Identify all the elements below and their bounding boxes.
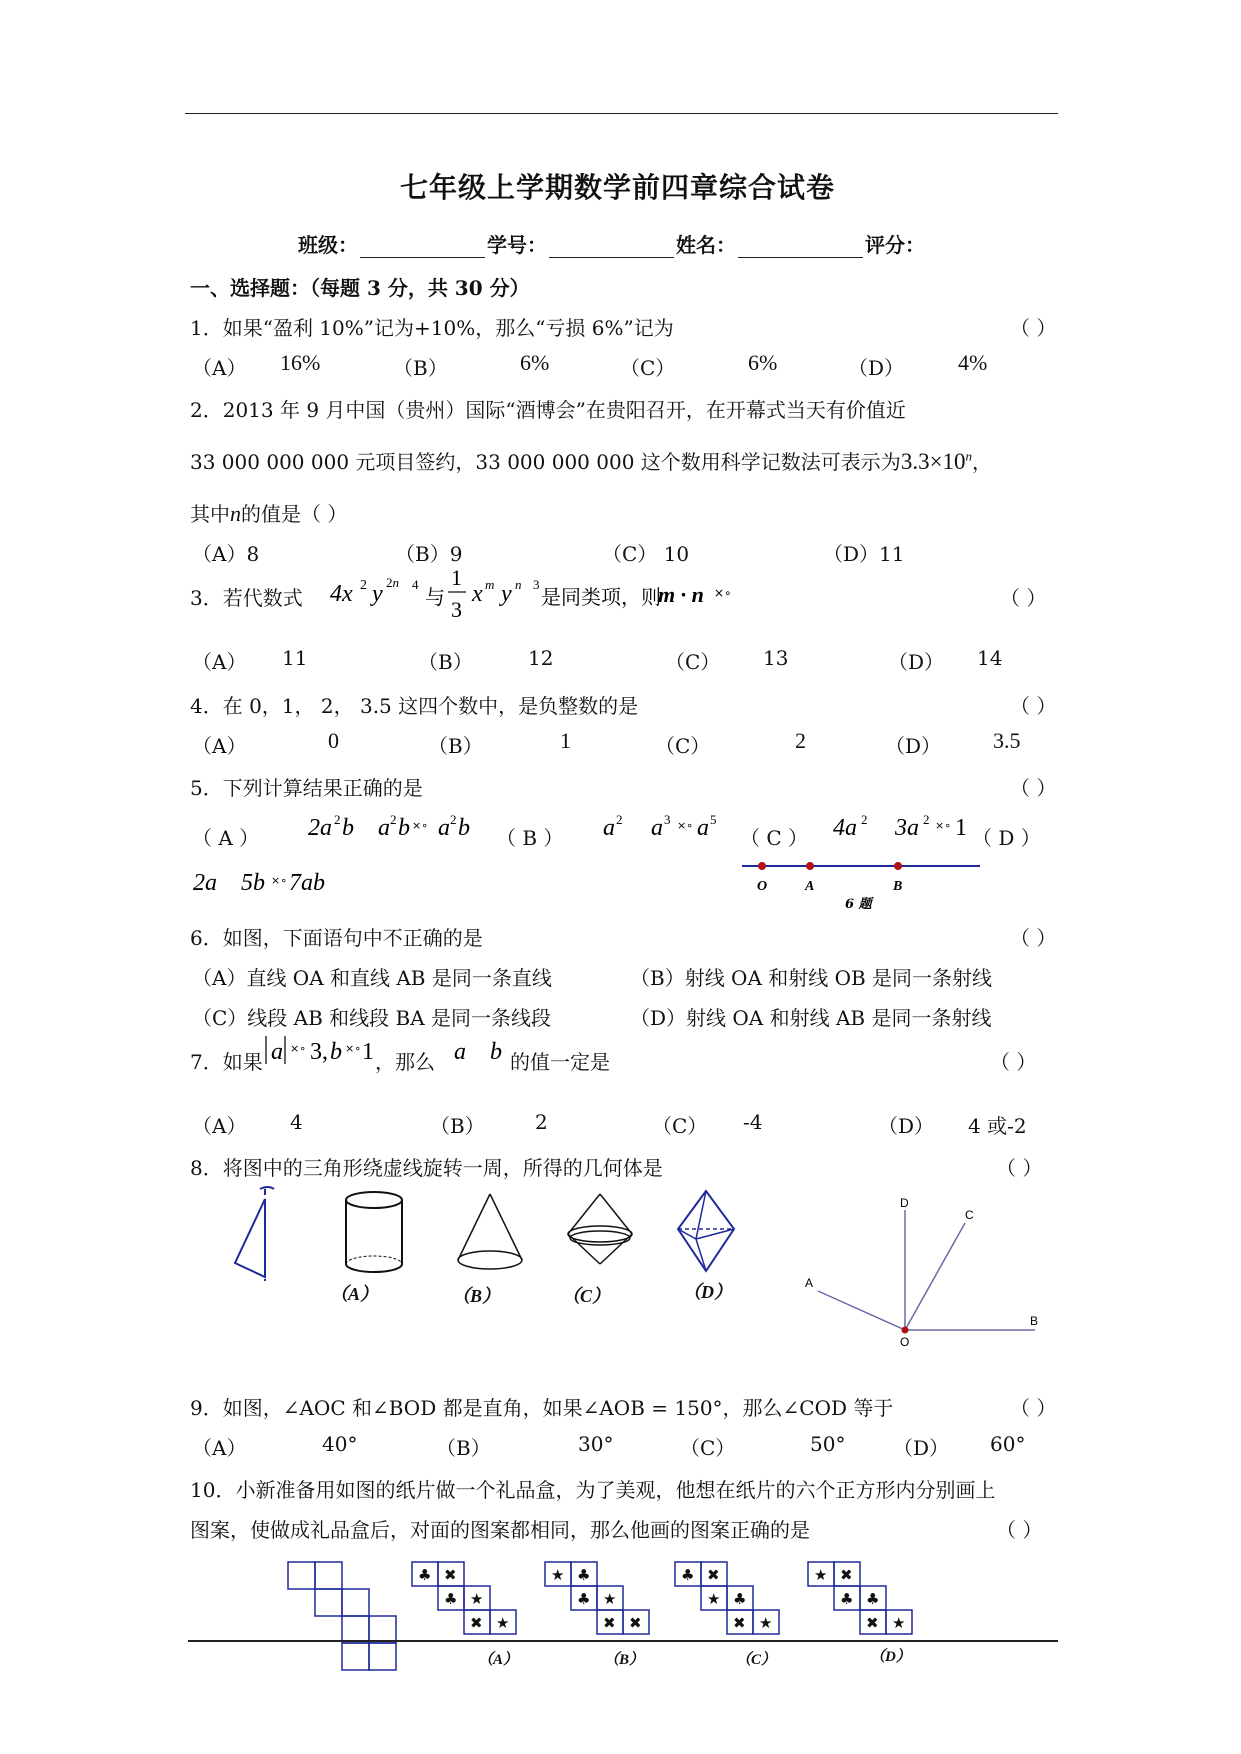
figure-8-label-d: （D） xyxy=(683,1282,732,1302)
question-6-answer-paren[interactable]: （ ） xyxy=(1010,926,1057,950)
question-3-option-b-value: 12 xyxy=(528,646,554,670)
question-7-answer-paren[interactable]: （ ） xyxy=(990,1050,1037,1074)
svg-text:4x: 4x xyxy=(330,581,353,607)
question-6-option-c[interactable]: （C）线段 AB 和线段 BA 是同一条线段 xyxy=(192,1006,552,1030)
svg-text:2: 2 xyxy=(923,812,930,827)
class-field[interactable] xyxy=(360,239,485,258)
question-9-option-c-value: 50° xyxy=(810,1432,846,1456)
question-9-answer-paren[interactable]: （ ） xyxy=(1010,1396,1057,1420)
svg-text:★: ★ xyxy=(470,1590,484,1608)
svg-text:2: 2 xyxy=(861,812,868,827)
svg-text:a: a xyxy=(651,815,663,841)
question-5-option-c-label[interactable]: （ C ） xyxy=(740,826,809,850)
svg-text:✖: ✖ xyxy=(707,1566,720,1584)
point-o xyxy=(758,862,766,870)
svg-text:♣: ♣ xyxy=(681,1566,695,1584)
svg-text:×∘: ×∘ xyxy=(412,819,429,832)
svg-text:1: 1 xyxy=(451,565,462,590)
question-4-text: 4．在 0，1， 2， 3.5 这四个数中，是负整数的是 xyxy=(190,694,639,718)
svg-text:6 题: 6 题 xyxy=(845,897,872,912)
question-2-line-3: 其中n的值是（ ） xyxy=(190,501,348,526)
svg-text:B: B xyxy=(893,879,903,894)
svg-text:2: 2 xyxy=(334,812,341,827)
page-title: 七年级上学期数学前四章综合试卷 xyxy=(400,171,836,204)
svg-text:y: y xyxy=(501,581,512,607)
svg-text:2: 2 xyxy=(450,812,457,827)
question-1-option-a[interactable]: （A） xyxy=(192,356,247,380)
question-3-text: 3．若代数式 xyxy=(190,586,303,610)
question-2-option-a[interactable]: （A）8 xyxy=(192,542,260,566)
question-5-option-c-formula xyxy=(825,805,985,845)
figure-10-option-a-net xyxy=(412,1562,532,1652)
figure-10-label-c: （C） xyxy=(736,1652,777,1668)
question-1-option-b[interactable]: （B） xyxy=(393,356,448,380)
svg-text:是同类项，则: 是同类项，则 xyxy=(541,585,661,609)
svg-text:✖: ✖ xyxy=(733,1614,746,1632)
svg-text:a: a xyxy=(378,815,390,841)
svg-text:a: a xyxy=(271,1039,283,1065)
svg-text:2n: 2n xyxy=(386,575,399,590)
question-1-option-b-value: 6% xyxy=(520,350,550,375)
figure-8-option-d-bipyramid xyxy=(670,1185,740,1285)
sci-notation-expr: $3.3\times 10^n$ xyxy=(900,448,973,474)
svg-text:3a: 3a xyxy=(895,815,919,841)
question-3-option-a-value: 11 xyxy=(282,646,308,670)
point-b xyxy=(894,862,902,870)
svg-text:✖: ✖ xyxy=(470,1614,483,1632)
question-5-answer-paren[interactable]: （ ） xyxy=(1010,776,1057,800)
figure-8-label-a: （A） xyxy=(330,1284,379,1304)
question-6-text: 6．如图，下面语句中不正确的是 xyxy=(190,926,483,950)
question-3-option-d[interactable]: （D） xyxy=(888,650,945,674)
point-a xyxy=(806,862,814,870)
question-5-option-a-formula xyxy=(300,805,500,845)
svg-text:★: ★ xyxy=(551,1566,565,1584)
svg-text:m: m xyxy=(485,577,495,592)
score-label: 评分： xyxy=(865,233,925,257)
header-rule xyxy=(185,113,1058,114)
question-7-option-a-value: 4 xyxy=(290,1110,303,1134)
figure-10-option-d-net xyxy=(808,1562,928,1652)
svg-text:★: ★ xyxy=(707,1590,721,1608)
svg-text:4a: 4a xyxy=(833,815,857,841)
svg-text:✖: ✖ xyxy=(444,1566,457,1584)
svg-text:a: a xyxy=(697,815,709,841)
svg-text:x: x xyxy=(472,581,483,607)
svg-text:b: b xyxy=(398,815,410,841)
svg-text:♣: ♣ xyxy=(444,1590,458,1608)
question-7-text-b: ，那么 xyxy=(375,1050,435,1074)
question-7-option-d[interactable]: （D） xyxy=(878,1114,935,1138)
figure-9-angles xyxy=(800,1195,1050,1355)
question-9-option-b-value: 30° xyxy=(578,1432,614,1456)
question-9-text: 9．如图，∠AOC 和∠BOD 都是直角，如果∠AOB = 150°，那么∠COD 等于 xyxy=(190,1396,894,1420)
svg-text:3,: 3, xyxy=(310,1039,328,1065)
question-8-answer-paren[interactable]: （ ） xyxy=(996,1156,1043,1180)
question-2-option-c[interactable]: （C） 10 xyxy=(602,542,690,566)
svg-text:×∘: ×∘ xyxy=(677,819,694,832)
question-2-option-d[interactable]: （D）11 xyxy=(823,542,905,566)
figure-8-option-a-cylinder xyxy=(340,1190,410,1280)
svg-text:★: ★ xyxy=(603,1590,617,1608)
question-5-option-d-formula xyxy=(185,860,365,900)
svg-text:A: A xyxy=(805,879,815,894)
point-o xyxy=(902,1327,909,1334)
svg-text:2: 2 xyxy=(390,812,397,827)
question-5-option-a-label[interactable]: （ A ） xyxy=(192,826,260,850)
svg-text:♣: ♣ xyxy=(840,1590,854,1608)
figure-8-option-b-cone xyxy=(450,1190,530,1280)
question-9-option-a[interactable]: （A） xyxy=(192,1436,247,1460)
question-1-text: 1．如果“盈利 10%”记为+10%，那么“亏损 6%”记为 xyxy=(190,316,674,340)
figure-8-triangle xyxy=(225,1185,285,1285)
question-5-text: 5．下列计算结果正确的是 xyxy=(190,776,423,800)
question-4-answer-paren[interactable]: （ ） xyxy=(1010,694,1057,718)
question-4-option-b-value: 1 xyxy=(560,728,571,753)
question-7-option-d-value: 4 或-2 xyxy=(968,1114,1027,1138)
question-9-option-c[interactable]: （C） xyxy=(680,1436,736,1460)
figure-10-label-d: （D） xyxy=(870,1649,911,1665)
question-7-text-c: 的值一定是 xyxy=(510,1050,610,1074)
svg-text:3: 3 xyxy=(451,597,462,622)
question-5-option-b-label[interactable]: （ B ） xyxy=(496,826,564,850)
svg-text:♣: ♣ xyxy=(418,1566,432,1584)
svg-text:×∘: ×∘ xyxy=(935,819,952,832)
svg-text:b: b xyxy=(342,815,354,841)
svg-text:a: a xyxy=(438,815,450,841)
question-3-option-b[interactable]: （B） xyxy=(418,650,473,674)
svg-text:1: 1 xyxy=(362,1039,374,1065)
question-4-option-d-value: 3.5 xyxy=(993,728,1021,753)
svg-text:×∘: ×∘ xyxy=(345,1042,362,1055)
svg-text:★: ★ xyxy=(814,1566,828,1584)
question-6-option-d[interactable]: （D）射线 OA 和射线 AB 是同一条射线 xyxy=(630,1006,992,1030)
question-10-line-2: 图案，使做成礼品盒后，对面的图案都相同，那么他画的图案正确的是 xyxy=(190,1518,810,1542)
info-line xyxy=(298,229,925,258)
question-3-option-a[interactable]: （A） xyxy=(192,650,247,674)
figure-10-net xyxy=(288,1562,408,1674)
question-7-option-b[interactable]: （B） xyxy=(430,1114,485,1138)
svg-text:D: D xyxy=(900,1196,909,1210)
figure-6-line xyxy=(740,850,990,910)
svg-text:♣: ♣ xyxy=(577,1590,591,1608)
student-id-label: 学号： xyxy=(487,233,547,257)
figure-8-label-c: （C） xyxy=(562,1286,611,1306)
footer-rule xyxy=(188,1640,1058,1642)
svg-text:a: a xyxy=(454,1039,466,1065)
svg-text:C: C xyxy=(965,1208,974,1222)
question-2-option-b[interactable]: （B）9 xyxy=(395,542,463,566)
question-4-option-d[interactable]: （D） xyxy=(885,734,942,758)
question-9-option-d-value: 60° xyxy=(990,1432,1026,1456)
question-9-option-a-value: 40° xyxy=(322,1432,358,1456)
figure-10-label-a: （A） xyxy=(478,1652,519,1668)
svg-text:★: ★ xyxy=(892,1614,906,1632)
svg-text:★: ★ xyxy=(759,1614,773,1632)
svg-text:×∘: ×∘ xyxy=(271,874,288,887)
svg-text:5b: 5b xyxy=(241,870,265,896)
question-4-option-a[interactable]: （A） xyxy=(192,734,247,758)
svg-text:n: n xyxy=(515,577,522,592)
question-3-answer-paren[interactable]: （ ） xyxy=(1000,586,1047,610)
figure-8-option-c-double-cone xyxy=(560,1190,640,1290)
svg-text:2: 2 xyxy=(616,812,623,827)
svg-text:2: 2 xyxy=(360,578,367,593)
svg-text:♣: ♣ xyxy=(577,1566,591,1584)
svg-text:A: A xyxy=(805,1276,814,1290)
svg-text:✖: ✖ xyxy=(840,1566,853,1584)
question-1-answer-paren[interactable]: （ ） xyxy=(1010,316,1057,340)
question-7-option-b-value: 2 xyxy=(535,1110,548,1134)
svg-text:O: O xyxy=(757,879,768,894)
question-10-answer-paren[interactable]: （ ） xyxy=(996,1518,1043,1542)
question-2-line-1: 2．2013 年 9 月中国（贵州）国际“酒博会”在贵阳召开，在开幕式当天有价值近 xyxy=(190,398,906,422)
section-heading: 一、选择题：（每题 3 分，共 30 分） xyxy=(190,276,530,300)
question-8-text: 8．将图中的三角形绕虚线旋转一周，所得的几何体是 xyxy=(190,1156,663,1180)
question-5-option-b-formula xyxy=(595,805,745,845)
svg-text:O: O xyxy=(900,1335,910,1349)
question-4-option-b[interactable]: （B） xyxy=(428,734,483,758)
svg-text:b: b xyxy=(490,1039,502,1065)
question-7-formula-2 xyxy=(450,1030,510,1070)
question-2-line-2: 33 000 000 000 元项目签约，33 000 000 000 这个数用科学记数法可表示为$3.3\times 10^n$， xyxy=(190,448,993,474)
svg-text:★: ★ xyxy=(496,1614,510,1632)
question-7-option-c[interactable]: （C） xyxy=(652,1114,708,1138)
name-label: 姓名： xyxy=(676,233,736,257)
question-7-text: 7．如果 xyxy=(190,1050,263,1074)
class-label: 班级： xyxy=(298,233,358,257)
question-3-option-c-value: 13 xyxy=(763,646,789,670)
svg-text:✖: ✖ xyxy=(866,1614,879,1632)
question-7-option-a[interactable]: （A） xyxy=(192,1114,247,1138)
svg-text:a: a xyxy=(603,815,615,841)
svg-text:3: 3 xyxy=(664,812,671,827)
figure-10-option-b-net xyxy=(545,1562,665,1652)
svg-text:♣: ♣ xyxy=(866,1590,880,1608)
question-4-option-c-value: 2 xyxy=(795,728,806,753)
svg-text:♣: ♣ xyxy=(733,1590,747,1608)
question-7-option-c-value: -4 xyxy=(743,1110,763,1134)
svg-text:b: b xyxy=(458,815,470,841)
question-4-option-c[interactable]: （C） xyxy=(655,734,711,758)
svg-text:2a: 2a xyxy=(308,815,332,841)
student-id-field[interactable] xyxy=(549,239,674,258)
question-5-option-d-label[interactable]: （ D ） xyxy=(972,826,1041,850)
question-1-option-c[interactable]: （C） xyxy=(620,356,676,380)
svg-text:×∘: ×∘ xyxy=(714,586,732,600)
name-field[interactable] xyxy=(738,239,863,258)
question-9-option-b[interactable]: （B） xyxy=(436,1436,491,1460)
svg-text:5: 5 xyxy=(710,812,717,827)
question-1-option-a-value: 16% xyxy=(280,350,321,375)
question-9-option-d[interactable]: （D） xyxy=(893,1436,950,1460)
question-1-option-c-value: 6% xyxy=(748,350,778,375)
question-6-option-b[interactable]: （B）射线 OA 和射线 OB 是同一条射线 xyxy=(630,966,993,990)
svg-text:与: 与 xyxy=(425,585,445,609)
question-3-formula xyxy=(320,565,740,625)
svg-text:2a: 2a xyxy=(193,870,217,896)
question-3-option-c[interactable]: （C） xyxy=(665,650,721,674)
svg-text:y: y xyxy=(372,581,383,607)
svg-text:✖: ✖ xyxy=(629,1614,642,1632)
question-10-line-1: 10．小新准备用如图的纸片做一个礼品盒，为了美观，他想在纸片的六个正方形内分别画上 xyxy=(190,1478,996,1502)
question-1-option-d-value: 4% xyxy=(958,350,988,375)
svg-text:B: B xyxy=(1030,1314,1039,1328)
question-1-option-d[interactable]: （D） xyxy=(848,356,905,380)
svg-text:b: b xyxy=(330,1039,342,1065)
svg-text:3: 3 xyxy=(533,577,540,592)
svg-text:1: 1 xyxy=(955,815,967,841)
svg-text:7ab: 7ab xyxy=(289,870,325,896)
question-6-option-a[interactable]: （A）直线 OA 和直线 AB 是同一条直线 xyxy=(192,966,552,990)
figure-10-option-c-net xyxy=(675,1562,795,1652)
figure-8-label-b: （B） xyxy=(452,1286,501,1306)
question-3-option-d-value: 14 xyxy=(977,646,1003,670)
question-4-option-a-value: 0 xyxy=(328,728,339,753)
svg-text:×∘: ×∘ xyxy=(290,1042,307,1055)
svg-text:✖: ✖ xyxy=(603,1614,616,1632)
svg-text:4: 4 xyxy=(412,577,419,592)
figure-10-label-b: （B） xyxy=(604,1652,645,1668)
svg-text:m · n: m · n xyxy=(658,582,704,607)
